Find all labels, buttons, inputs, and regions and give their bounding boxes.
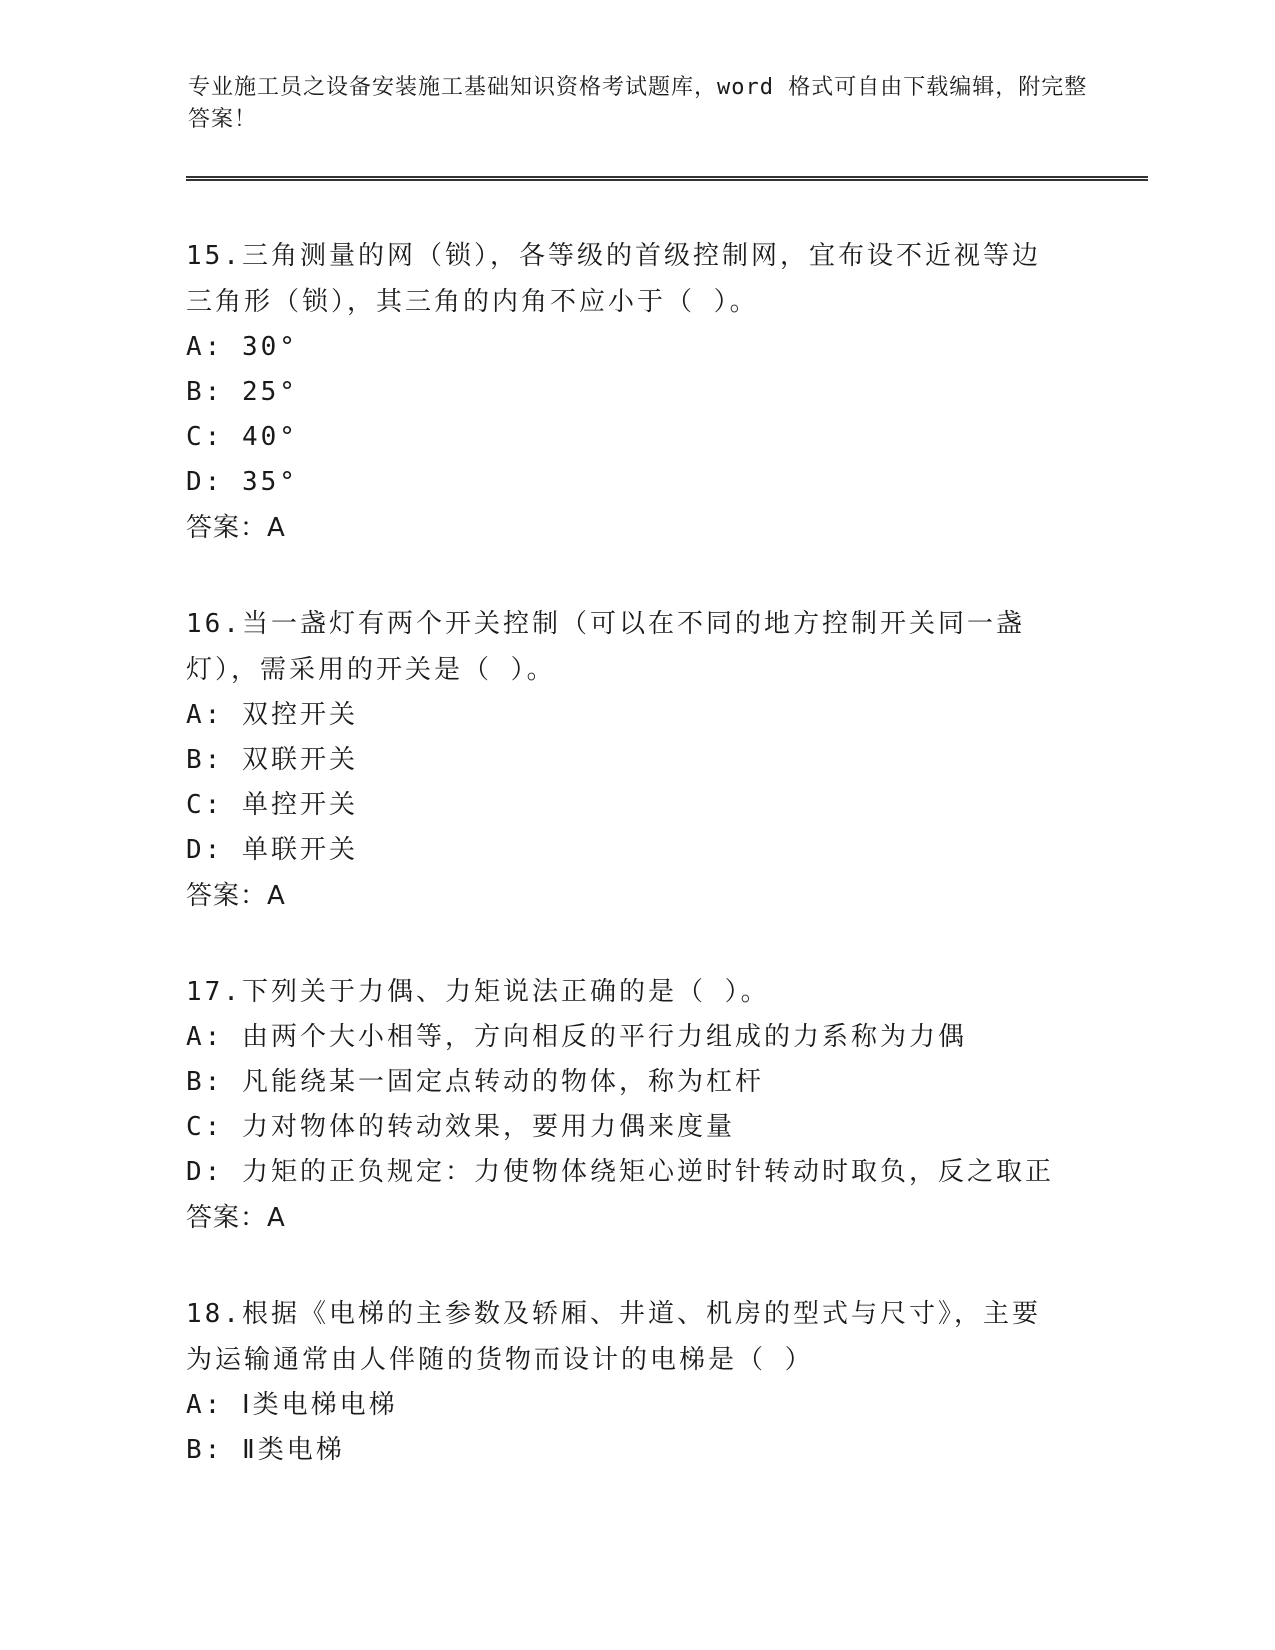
option-a: A: 双控开关 (186, 700, 358, 730)
option-c: C: 力对物体的转动效果，要用力偶来度量 (186, 1112, 735, 1142)
document-header: 专业施工员之设备安装施工基础知识资格考试题库，word 格式可自由下载编辑，附完整答案！ (188, 75, 1088, 132)
option-c: C: 单控开关 (186, 790, 358, 820)
option-a: A: 由两个大小相等，方向相反的平行力组成的力系称为力偶 (186, 1022, 967, 1052)
option-d: D: 力矩的正负规定：力使物体绕矩心逆时针转动时取负，反之取正 (186, 1157, 1054, 1187)
header-divider (186, 176, 1148, 181)
option-a: A: 30° (186, 332, 298, 362)
question-list (186, 233, 1086, 1523)
option-d: D: 35° (186, 467, 298, 497)
option-b: B: Ⅱ类电梯 (186, 1435, 345, 1465)
answer-label: 答案：A (186, 1203, 286, 1233)
option-a: A: Ⅰ类电梯电梯 (186, 1390, 398, 1420)
question-text: 18.根据《电梯的主参数及轿厢、井道、机房的型式与尺寸》，主要为运输通常由人伴随的货物而设计的电梯是（ ） (186, 1299, 1041, 1375)
question-text: 17.下列关于力偶、力矩说法正确的是（ ）。 (186, 977, 770, 1007)
answer-label: 答案：A (186, 881, 286, 911)
option-b: B: 凡能绕某一固定点转动的物体，称为杠杆 (186, 1067, 764, 1097)
option-b: B: 25° (186, 377, 298, 407)
option-b: B: 双联开关 (186, 745, 358, 775)
question-16 (186, 601, 1086, 919)
option-c: C: 40° (186, 422, 298, 452)
question-17 (186, 969, 1086, 1241)
question-text: 15.三角测量的网（锁），各等级的首级控制网，宜布设不近视等边三角形（锁），其三角的内角不应小于（ ）。 (186, 241, 1041, 317)
question-text: 16.当一盏灯有两个开关控制（可以在不同的地方控制开关同一盏灯），需采用的开关是（ ）。 (186, 609, 1025, 685)
option-d: D: 单联开关 (186, 835, 358, 865)
answer-label: 答案：A (186, 513, 286, 543)
question-15 (186, 233, 1086, 551)
question-18 (186, 1291, 1086, 1473)
